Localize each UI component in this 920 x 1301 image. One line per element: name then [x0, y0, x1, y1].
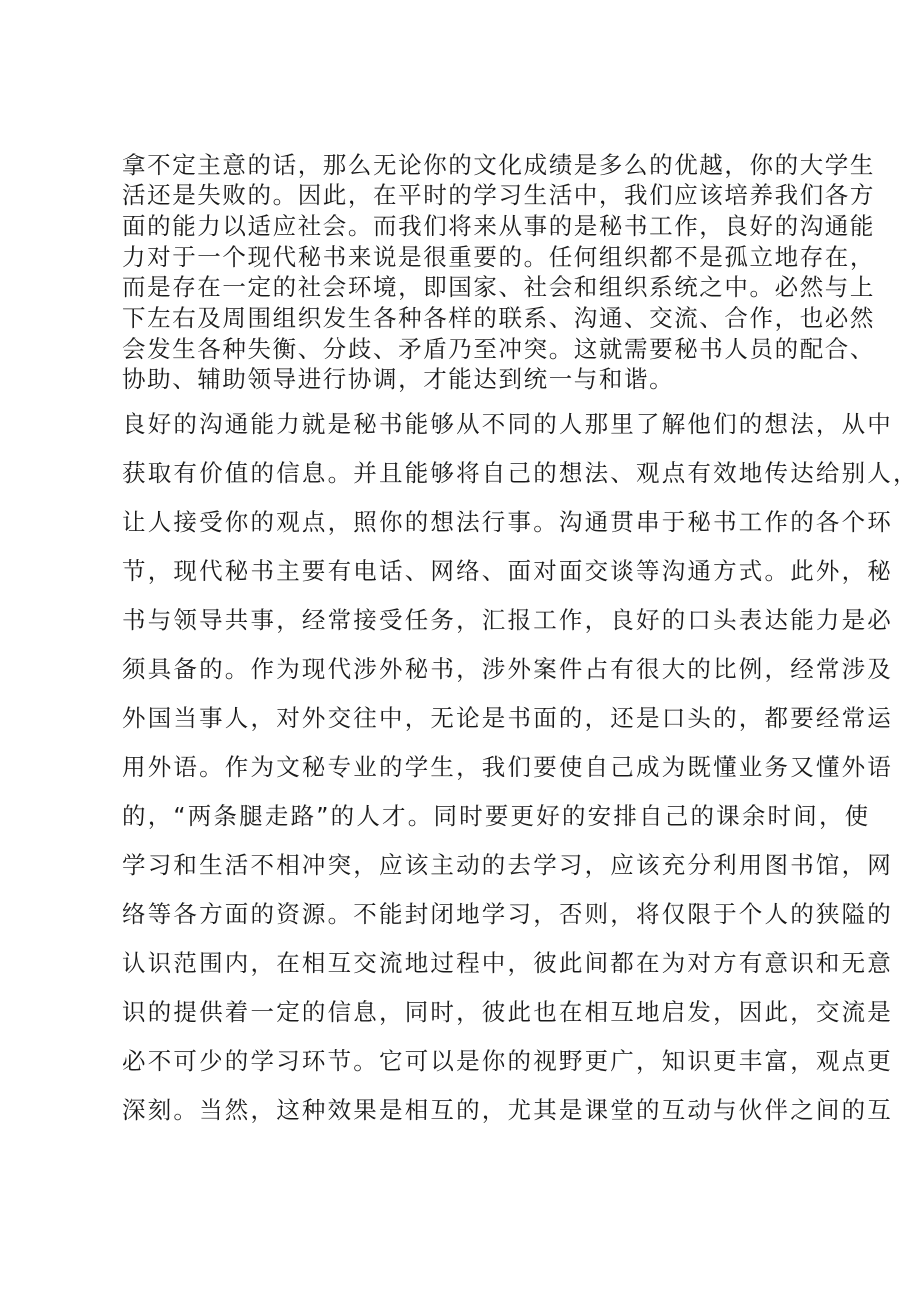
text-line: 获取有价值的信息。并且能够将自己的想法、观点有效地传达给别人，: [122, 459, 919, 487]
text-line: 深刻。当然，这种效果是相互的，尤其是课堂的互动与伙伴之间的互: [122, 1096, 893, 1124]
text-line: 用外语。作为文秘专业的学生，我们要使自己成为既懂业务又懂外语: [122, 753, 893, 781]
text-line: 良好的沟通能力就是秘书能够从不同的人那里了解他们的想法，从中: [122, 410, 893, 438]
text-line: 必不可少的学习环节。它可以是你的视野更广，知识更丰富，观点更: [122, 1047, 893, 1075]
text-line: 节，现代秘书主要有电话、网络、面对面交谈等沟通方式。此外，秘: [122, 557, 893, 585]
text-line: 的，“两条腿走路”的人才。同时要更好的安排自己的课余时间，使: [122, 802, 871, 830]
text-line: 认识范围内，在相互交流地过程中，彼此间都在为对方有意识和无意: [122, 949, 893, 977]
text-line: 须具备的。作为现代涉外秘书，涉外案件占有很大的比例，经常涉及: [122, 655, 893, 683]
text-line: 让人接受你的观点，照你的想法行事。沟通贯串于秘书工作的各个环: [122, 508, 893, 536]
text-line: 识的提供着一定的信息，同时，彼此也在相互地启发，因此，交流是: [122, 998, 893, 1026]
text-line: 络等各方面的资源。不能封闭地学习，否则，将仅限于个人的狭隘的: [122, 900, 893, 928]
text-line: 书与领导共事，经常接受任务，汇报工作，良好的口头表达能力是必: [122, 606, 893, 634]
text-line: 下左右及周围组织发生各种各样的联系、沟通、交流、合作，也必然: [122, 304, 875, 332]
text-line: 面的能力以适应社会。而我们将来从事的是秘书工作，良好的沟通能: [122, 212, 875, 240]
text-line: 拿不定主意的话，那么无论你的文化成绩是多么的优越，你的大学生: [122, 151, 875, 179]
text-line: 协助、辅助领导进行协调，才能达到统一与和谐。: [122, 365, 675, 393]
text-line: 活还是失败的。因此，在平时的学习生活中，我们应该培养我们各方: [122, 181, 875, 209]
text-line: 会发生各种失衡、分歧、矛盾乃至冲突。这就需要秘书人员的配合、: [122, 335, 875, 363]
text-line: 力对于一个现代秘书来说是很重要的。任何组织都不是孤立地存在，: [122, 243, 875, 271]
text-line: 外国当事人，对外交往中，无论是书面的，还是口头的，都要经常运: [122, 704, 893, 732]
text-line: 学习和生活不相冲突，应该主动的去学习，应该充分利用图书馆，网: [122, 851, 893, 879]
text-line: 而是存在一定的社会环境，即国家、社会和组织系统之中。必然与上: [122, 273, 875, 301]
